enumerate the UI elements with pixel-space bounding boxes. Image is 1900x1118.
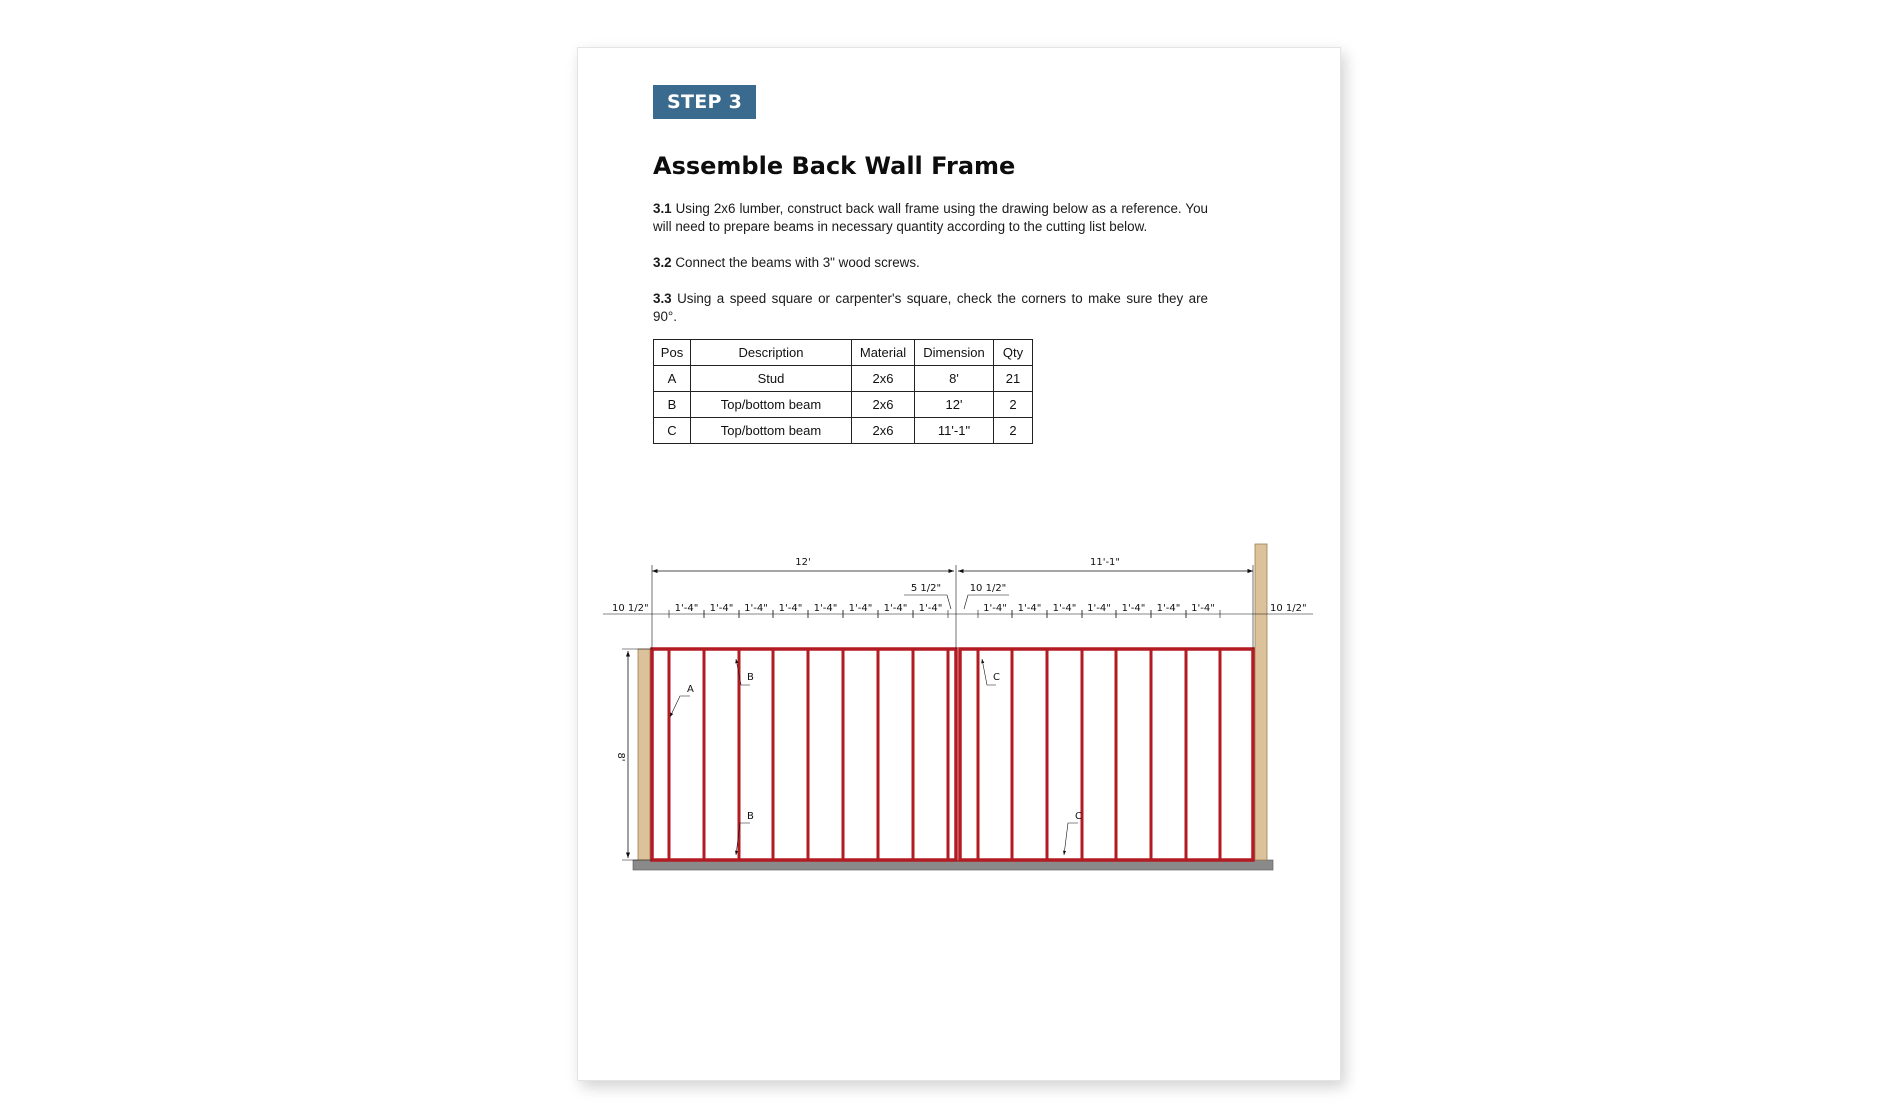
table-header-cell: Material <box>852 340 915 366</box>
table-cell: 12' <box>915 392 994 418</box>
spacing-dimensions <box>669 603 1220 618</box>
dim-leader <box>947 595 951 609</box>
table-cell: Stud <box>691 366 852 392</box>
dim-label-11ft: 11'-1" <box>1089 557 1121 568</box>
cutting-list-table <box>653 339 1033 444</box>
table-cell: 2 <box>994 392 1033 418</box>
callout-label: C <box>993 672 1000 683</box>
spacing-label: 1'-4" <box>674 603 699 614</box>
table-header-cell: Dimension <box>915 340 994 366</box>
instruction-3-3 <box>653 290 1208 326</box>
callout-a <box>670 684 694 717</box>
instruction-number: 3.2 <box>653 255 672 270</box>
dim-label-10-1-2-left: 10 1/2" <box>612 603 649 614</box>
spacing-label: 1'-4" <box>883 603 908 614</box>
table-header-cell: Pos <box>654 340 691 366</box>
spacing-label: 1'-4" <box>778 603 803 614</box>
step-badge: STEP 3 <box>653 85 756 119</box>
spacing-label: 1'-4" <box>1017 603 1042 614</box>
table-cell: 2x6 <box>852 418 915 444</box>
dim-label-10-1-2-mid: 10 1/2" <box>969 583 1007 594</box>
spacing-label: 1'-4" <box>918 603 943 614</box>
table-cell: 21 <box>994 366 1033 392</box>
callout-label: B <box>747 811 754 822</box>
instruction-number: 3.1 <box>653 201 672 216</box>
callout-c-bottom <box>1064 811 1082 855</box>
table-header-cell: Description <box>691 340 852 366</box>
table-row <box>654 366 1033 392</box>
instruction-3-1 <box>653 200 1208 236</box>
dim-label-10-1-2-right: 10 1/2" <box>1270 603 1307 614</box>
manual-page <box>577 47 1341 1081</box>
instruction-text: Using 2x6 lumber, construct back wall frame using the drawing below as a reference. You will need to prepare beams in necessary quantity according to the cutting list below. <box>653 201 1208 234</box>
table-header-row <box>654 340 1033 366</box>
wall-frame-drawing <box>598 489 1318 879</box>
frame-left-outline <box>652 649 956 860</box>
table-header-cell: Qty <box>994 340 1033 366</box>
table-cell: 11'-1" <box>915 418 994 444</box>
table-cell: Top/bottom beam <box>691 418 852 444</box>
spacing-label: 1'-4" <box>1121 603 1146 614</box>
spacing-label: 1'-4" <box>848 603 873 614</box>
right-post <box>1255 544 1267 860</box>
callout-label: B <box>747 672 754 683</box>
dim-label-5-1-2: 5 1/2" <box>910 583 942 594</box>
callout-label: C <box>1075 811 1082 822</box>
table-cell: 2x6 <box>852 392 915 418</box>
height-label: 8' <box>615 752 626 762</box>
callout-leader <box>670 696 690 717</box>
spacing-label: 1'-4" <box>983 603 1007 614</box>
spacing-label: 1'-4" <box>1191 603 1215 614</box>
table-cell: B <box>654 392 691 418</box>
wall-frame <box>652 649 1253 860</box>
instruction-number: 3.3 <box>653 291 672 306</box>
table-row <box>654 392 1033 418</box>
frame-right-outline <box>960 649 1253 860</box>
table-cell: A <box>654 366 691 392</box>
table-cell: Top/bottom beam <box>691 392 852 418</box>
spacing-label: 1'-4" <box>1087 603 1111 614</box>
table-cell: 2x6 <box>852 366 915 392</box>
table-cell: 2 <box>994 418 1033 444</box>
callout-c-top <box>982 659 1000 685</box>
instruction-text: Using a speed square or carpenter's square, check the corners to make sure they are 90°. <box>653 291 1208 324</box>
studs <box>652 649 1253 860</box>
spacing-label: 1'-4" <box>744 603 768 614</box>
spacing-label: 1'-4" <box>1156 603 1181 614</box>
instruction-3-2 <box>653 254 1208 272</box>
page-title: Assemble Back Wall Frame <box>653 152 1016 180</box>
callout-leader <box>1064 823 1078 855</box>
spacing-label: 1'-4" <box>709 603 734 614</box>
spacing-label: 1'-4" <box>813 603 838 614</box>
table-cell: 8' <box>915 366 994 392</box>
instruction-text: Connect the beams with 3" wood screws. <box>675 255 920 270</box>
table-row <box>654 418 1033 444</box>
dim-label-12ft: 12' <box>795 557 811 568</box>
spacing-label: 1'-4" <box>1052 603 1077 614</box>
dim-leader <box>964 595 968 609</box>
left-post <box>638 649 650 860</box>
table-cell: C <box>654 418 691 444</box>
callout-label: A <box>687 684 694 695</box>
